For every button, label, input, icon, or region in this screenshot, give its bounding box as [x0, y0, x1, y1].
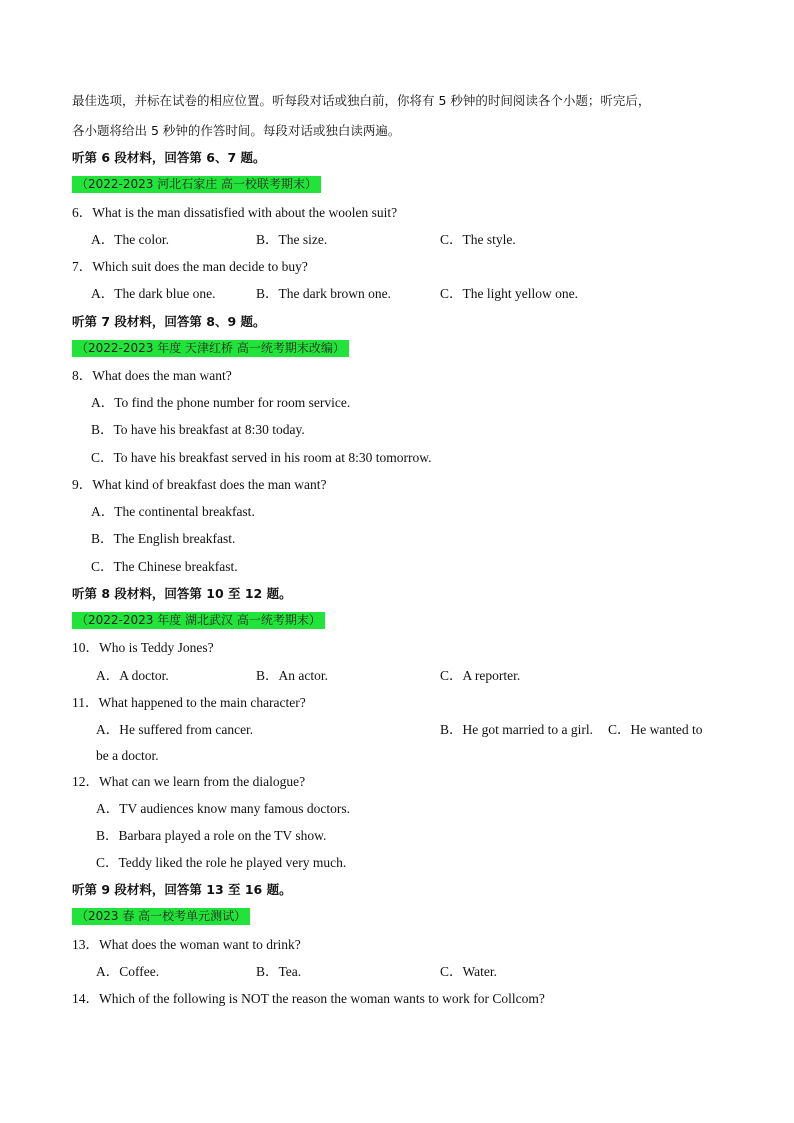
q7-option-c: C．The light yellow one. [440, 286, 578, 301]
q12-option-b: B．Barbara played a role on the TV show. [96, 828, 327, 843]
q7-option-b: B．The dark brown one. [256, 286, 391, 301]
section-9-heading: 听第 9 段材料，回答第 13 至 16 题。 [72, 882, 292, 897]
q12-option-c: C．Teddy liked the role he played very much. [96, 855, 347, 870]
q6-option-b: B．The size. [256, 232, 328, 247]
section-7-heading: 听第 7 段材料，回答第 8、9 题。 [72, 314, 266, 329]
section-7-source: （2022-2023 年度 天津红桥 高一统考期末改编） [72, 340, 349, 357]
q7-stem: 7．Which suit does the man decide to buy? [72, 259, 308, 274]
q11-option-c: C．He wanted to [608, 722, 703, 737]
q10-option-b: B．An actor. [256, 668, 328, 683]
q8-option-b: B．To have his breakfast at 8:30 today. [91, 422, 305, 437]
instructions-line-1: 最佳选项，并标在试卷的相应位置。听每段对话或独白前，你将有 5 秒钟的时间阅读各个小题；听完后， [72, 93, 651, 108]
q9-option-c: C．The Chinese breakfast. [91, 559, 238, 574]
q10-option-a: A．A doctor. [96, 668, 169, 683]
q13-stem: 13．What does the woman want to drink? [72, 937, 301, 952]
q12-option-a: A．TV audiences know many famous doctors. [96, 801, 350, 816]
q13-option-a: A．Coffee. [96, 964, 160, 979]
q8-stem: 8．What does the man want? [72, 368, 232, 383]
section-6-heading: 听第 6 段材料，回答第 6、7 题。 [72, 150, 266, 165]
q9-option-a: A．The continental breakfast. [91, 504, 255, 519]
section-8-heading: 听第 8 段材料，回答第 10 至 12 题。 [72, 586, 292, 601]
q13-option-c: C．Water. [440, 964, 498, 979]
q10-option-c: C．A reporter. [440, 668, 521, 683]
q8-option-a: A．To find the phone number for room service. [91, 395, 351, 410]
section-8-source: （2022-2023 年度 湖北武汉 高一统考期末） [72, 612, 325, 629]
q8-option-c: C．To have his breakfast served in his room at 8:30 tomorrow. [91, 450, 432, 465]
instructions-line-2: 各小题将给出 5 秒钟的作答时间。每段对话或独白读两遍。 [72, 123, 401, 138]
q11-stem: 11．What happened to the main character? [72, 695, 306, 710]
q6-option-c: C．The style. [440, 232, 516, 247]
q6-stem: 6．What is the man dissatisfied with about the woolen suit? [72, 205, 398, 220]
q10-stem: 10．Who is Teddy Jones? [72, 640, 214, 655]
q11-option-c-continued: be a doctor. [96, 748, 159, 763]
q13-option-b: B．Tea. [256, 964, 302, 979]
q7-option-a: A．The dark blue one. [91, 286, 216, 301]
q11-option-a: A．He suffered from cancer. [96, 722, 254, 737]
q6-option-a: A．The color. [91, 232, 169, 247]
q14-stem: 14．Which of the following is NOT the reason the woman wants to work for Collcom? [72, 991, 545, 1006]
q9-stem: 9．What kind of breakfast does the man want? [72, 477, 327, 492]
q12-stem: 12．What can we learn from the dialogue? [72, 774, 306, 789]
q11-option-b: B．He got married to a girl. [440, 722, 593, 737]
q9-option-b: B．The English breakfast. [91, 531, 236, 546]
section-9-source: （2023 春 高一校考单元测试） [72, 908, 250, 925]
section-6-source: （2022-2023 河北石家庄 高一校联考期末） [72, 176, 321, 193]
